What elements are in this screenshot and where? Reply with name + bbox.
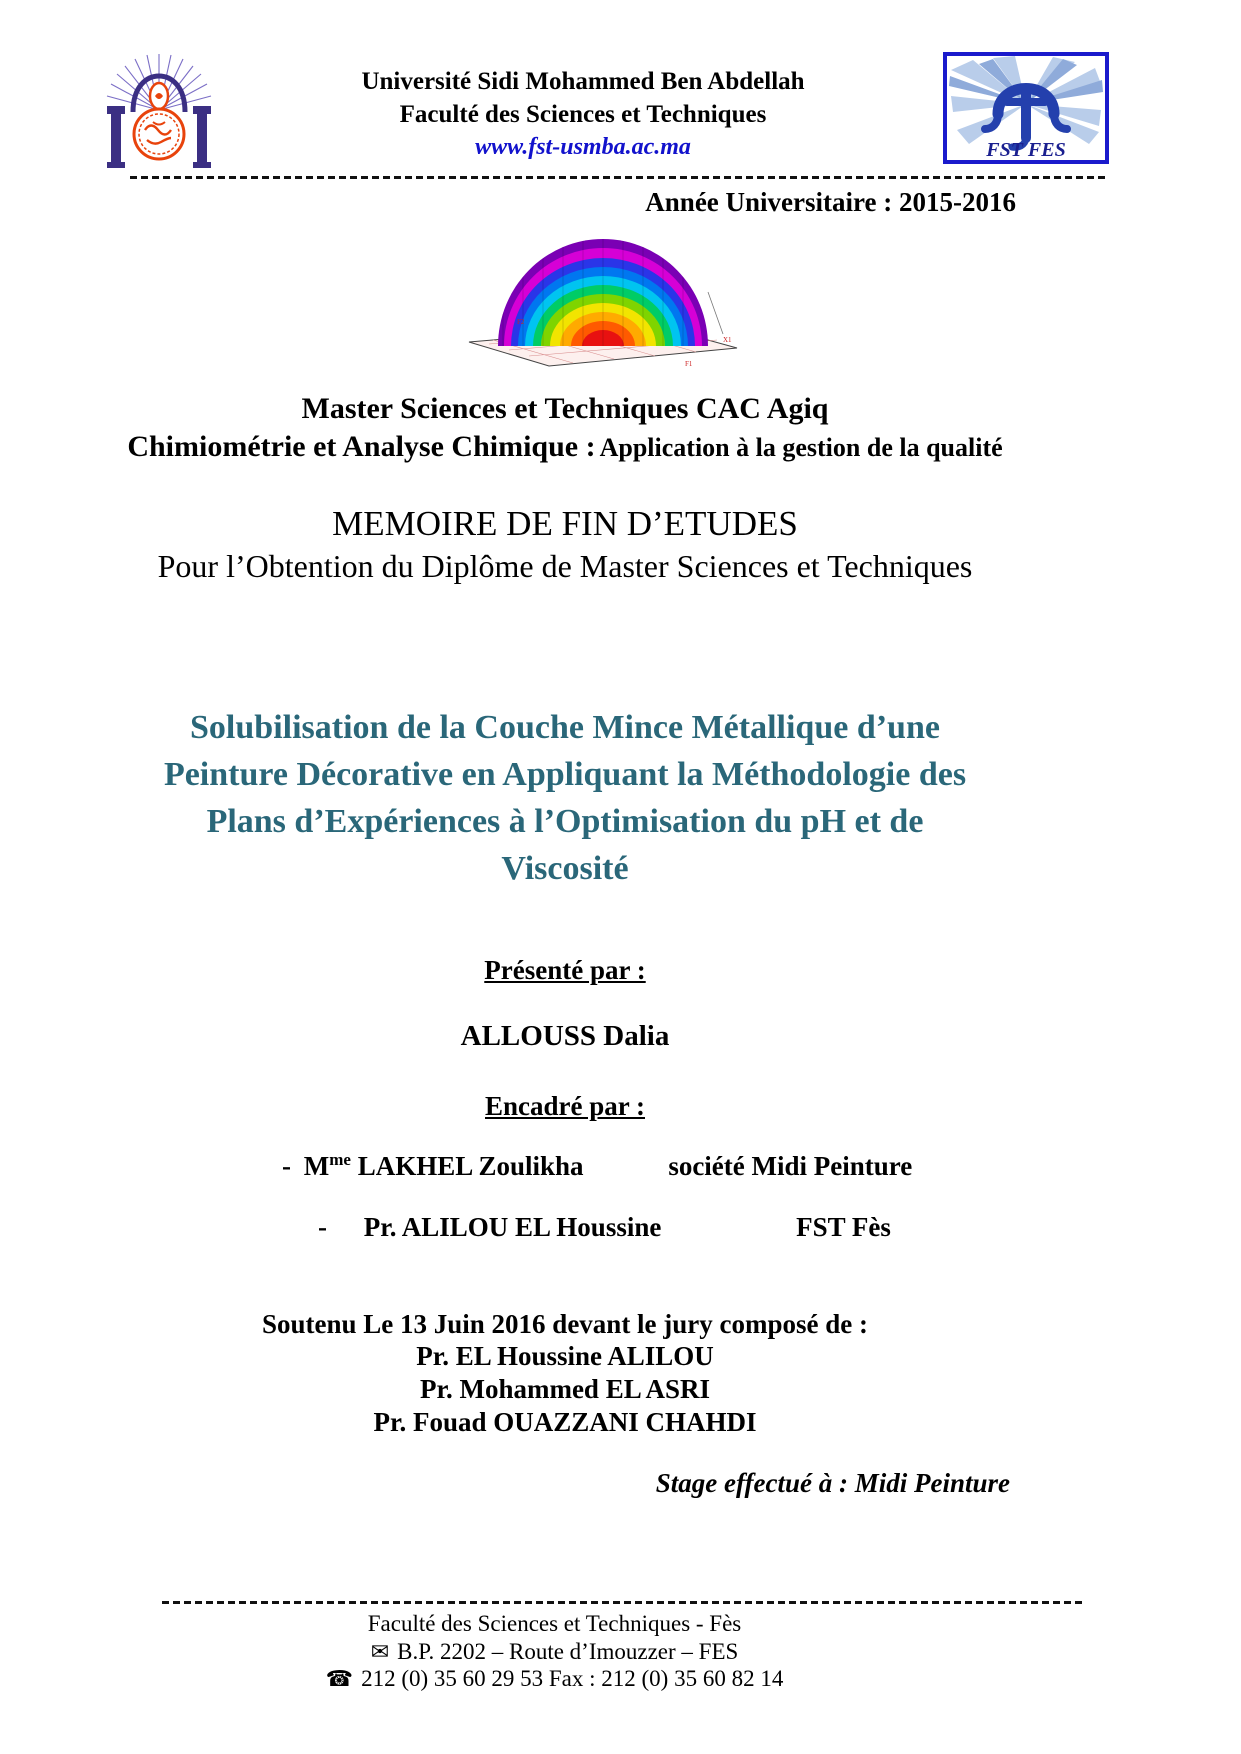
footer: [0, 1601, 1241, 1693]
footer-faculty-line: Faculté des Sciences et Techniques - Fès: [367, 1611, 742, 1636]
footer-lines: [0, 1610, 1241, 1693]
specialty-main: Chimiométrie et Analyse Chimique :: [127, 430, 596, 463]
memoire-subheading: Pour l’Obtention du Diplôme de Master Sciences et Techniques: [157, 548, 973, 584]
figure-axis-label-x1: X1: [722, 336, 732, 344]
supervisor-1-title: M: [303, 1150, 330, 1181]
supervisor-2-name: Pr. ALILOU EL Houssine: [363, 1211, 662, 1242]
memoire-heading: MEMOIRE DE FIN D’ETUDES: [332, 504, 798, 543]
thesis-title-line-3: Plans d’Expériences à l’Optimisation du pH et de: [206, 802, 924, 840]
jury-member-3: Pr. Fouad OUAZZANI CHAHDI: [373, 1406, 757, 1437]
supervisor-row-1: [0, 1150, 1130, 1182]
university-name: Université Sidi Mohammed Ben Abdellah: [361, 68, 805, 95]
mail-icon: ✉: [370, 1638, 390, 1664]
website-link[interactable]: www.fst-usmba.ac.ma: [475, 134, 691, 160]
jury-member-1: Pr. EL Houssine ALILOU: [416, 1340, 714, 1371]
phone-icon: ☎: [325, 1666, 354, 1692]
faculty-name: Faculté des Sciences et Techniques: [399, 100, 767, 128]
footer-divider: [162, 1601, 1083, 1604]
internship-location: Stage effectué à : Midi Peinture: [655, 1468, 1010, 1499]
top-divider: [130, 176, 1109, 179]
specialty-suffix: Application à la gestion de la qualité: [599, 433, 1003, 462]
footer-address-line: [0, 1638, 1109, 1666]
fst-fes-logo-text: FST FES: [986, 139, 1066, 161]
header-text-block: [223, 52, 943, 165]
thesis-title-line-2: Peinture Décorative en Appliquant la Méthodologie des: [163, 755, 967, 793]
specialty-line: [0, 430, 1130, 464]
supervisor-2-dash: -: [318, 1211, 327, 1242]
supervisor-1-dash: -: [282, 1150, 291, 1181]
jury-member-2: Pr. Mohammed EL ASRI: [419, 1373, 711, 1404]
presented-by-label: Présenté par :: [484, 954, 646, 985]
defense-intro: Soutenu Le 13 Juin 2016 devant le jury composé de :: [261, 1308, 869, 1339]
footer-phone-text: 212 (0) 35 60 29 53 Fax : 212 (0) 35 60 82 14: [361, 1666, 784, 1692]
supervisor-1-affiliation: société Midi Peinture: [668, 1150, 913, 1181]
footer-address-text: B.P. 2202 – Route d’Imouzzer – FES: [397, 1638, 739, 1664]
fst-fes-logo-icon: [943, 52, 1109, 164]
header: [0, 0, 1241, 172]
supervisor-row-2: [0, 1212, 1130, 1243]
thesis-title-line-1: Solubilisation de la Couche Mince Métallique d’une: [190, 709, 940, 746]
main-content: [0, 392, 1130, 1499]
figure-axis-label-f2: F2: [516, 318, 524, 326]
response-surface-figure: [0, 230, 1226, 370]
thesis-title-line-4: Viscosité: [501, 849, 629, 887]
supervisor-2-affiliation: FST Fès: [796, 1211, 891, 1242]
figure-axis-label-f1: F1: [684, 360, 692, 368]
supervisor-1-name: LAKHEL Zoulikha: [357, 1150, 584, 1181]
academic-year: Année Universitaire : 2015-2016: [645, 187, 1016, 217]
footer-phone-line: [0, 1665, 1109, 1693]
author-name: ALLOUSS Dalia: [460, 1019, 670, 1052]
usmba-university-logo-icon: [95, 52, 223, 172]
thesis-title: [0, 705, 1130, 893]
supervised-by-label: Encadré par :: [485, 1090, 645, 1121]
master-program-title: Master Sciences et Techniques CAC Agiq: [301, 392, 829, 425]
supervisor-1-title-sup: me: [329, 1149, 351, 1169]
